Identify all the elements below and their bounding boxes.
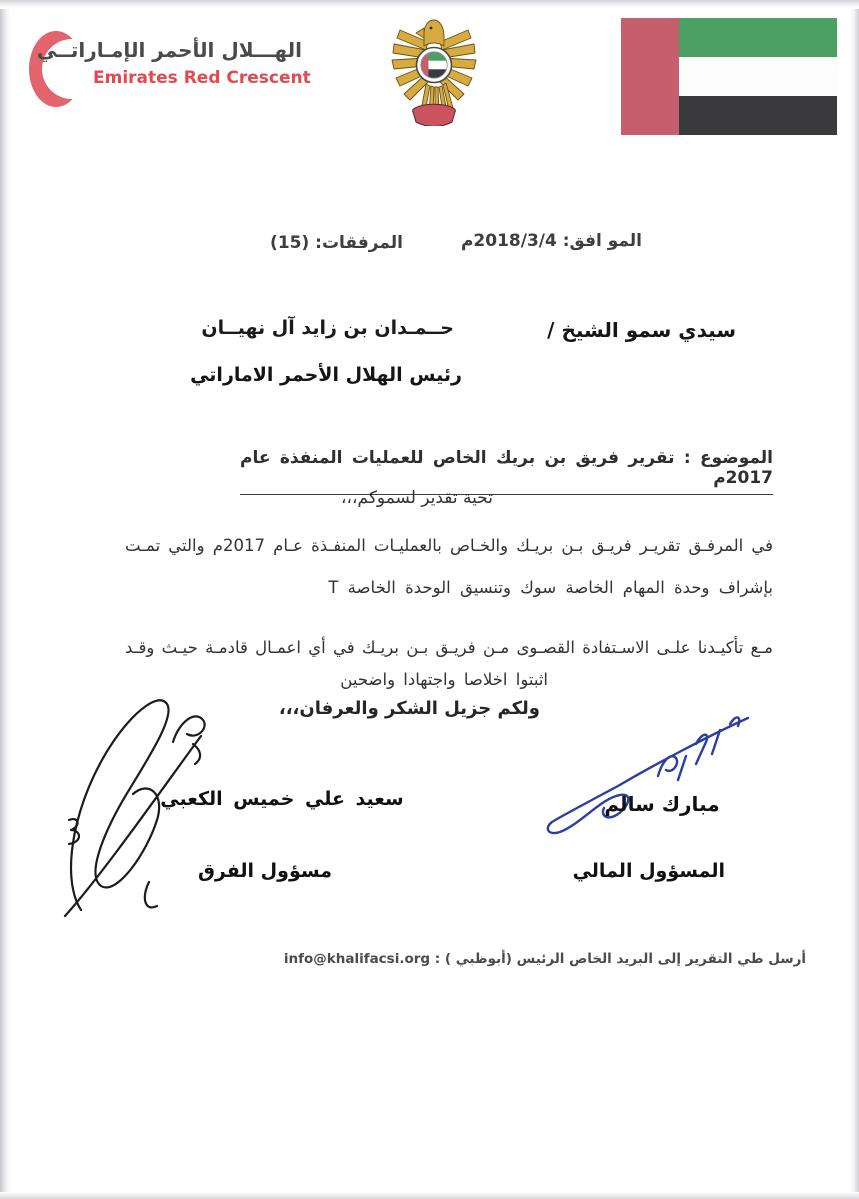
financial-officer-name: مبارك سالم (604, 792, 720, 816)
date-line: المو افق: 2018/3/4م (460, 231, 642, 251)
scan-edge-top (0, 0, 859, 9)
uae-flag (621, 18, 837, 135)
subject-line: الموضوع : تقرير فريق بن بريك الخاص للعمليات المنفذة عام 2017م (240, 448, 773, 495)
logo-arabic-name: الهـــلال الأحمر الإمـاراتــي (36, 38, 302, 62)
signature-ink-financial (540, 702, 755, 847)
financial-officer-title: المسؤول المالي (572, 860, 725, 882)
footer-note: أرسل طي التقرير إلى البريد الخاص الرئيس (أبوظبي ) : info@khalifacsi.org (283, 951, 806, 967)
closing-line: ولكم جزيل الشكر والعرفان،،، (278, 698, 540, 719)
flag-white-stripe (679, 57, 837, 96)
body-paragraph2-line1: مـع تأكيـدنا علـى الاسـتفادة القصـوى مـن فريـق بـن بريـك في أي اعمـال قادمـة حيـث وقـد (125, 638, 773, 657)
addressee-name: حــمـدان بن زايد آل نهيــان (201, 317, 454, 339)
body-paragraph1-line2: بإشراف وحدة المهام الخاصة سوك وتنسيق الوحدة الخاصة T (328, 578, 773, 597)
scan-edge-right (850, 0, 859, 1199)
logo-english-name: Emirates Red Crescent (93, 68, 311, 88)
body-paragraph2-line2: اثبتوا اخلاصا واجتهادا واضحين (340, 670, 548, 689)
addressee-title: رئيس الهلال الأحمر الاماراتي (190, 364, 462, 386)
teams-officer-name: سعيد علي خميس الكعبي (160, 788, 404, 810)
flag-green-stripe (679, 18, 837, 57)
greeting-line: تحية تقدير لسموكم،،، (341, 488, 493, 508)
teams-officer-title: مسؤول الفرق (197, 860, 332, 882)
addressee-salutation: سيدي سمو الشيخ / (547, 318, 736, 342)
body-paragraph1-line1: في المرفـق تقريـر فريـق بـن بريـك والخـاص بالعمليـات المنفـذة عـام 2017م والتي تمـت (125, 536, 774, 555)
scan-edge-left (0, 0, 11, 1199)
attachments-line: المرفقات: (15) (270, 233, 403, 253)
flag-red-band (621, 18, 679, 135)
scan-edge-bottom (0, 1192, 859, 1199)
uae-falcon-emblem-icon (388, 16, 480, 126)
flag-black-stripe (679, 96, 837, 135)
